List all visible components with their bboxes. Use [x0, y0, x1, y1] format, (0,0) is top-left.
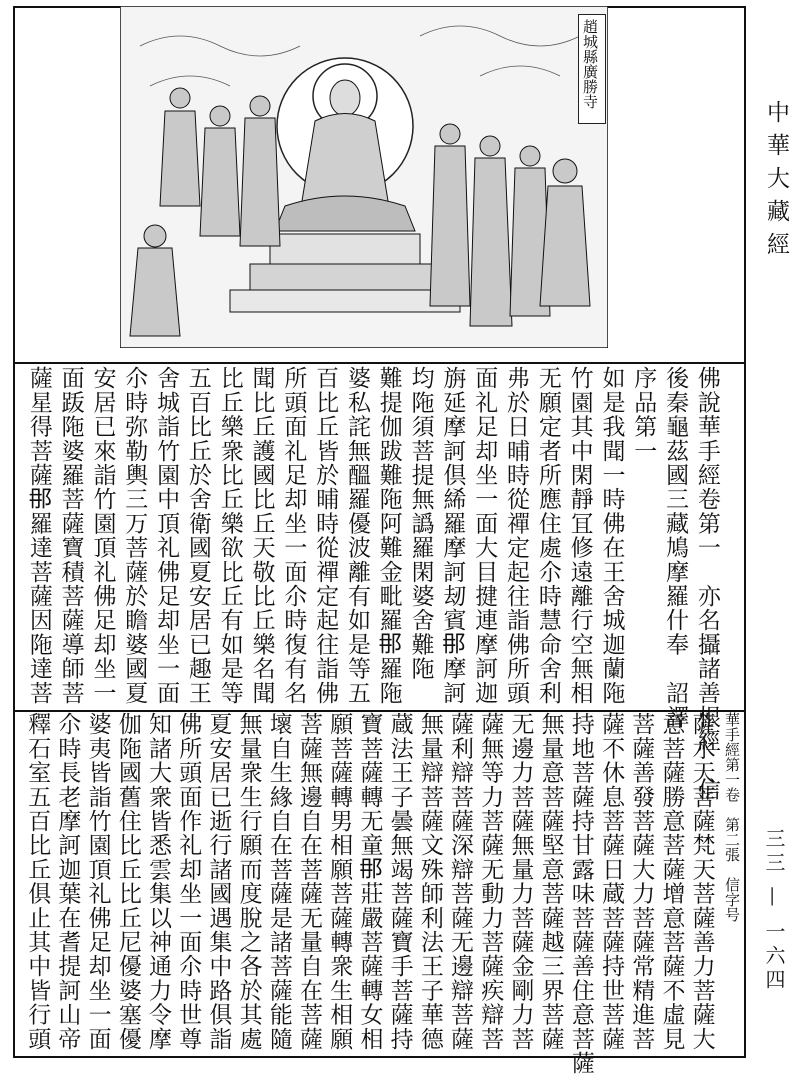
text-column: 婆私詫無醞羅優波離有如是等五: [343, 366, 370, 705]
text-column: 薩無等力菩薩无動力菩薩疾辯菩: [477, 712, 504, 1051]
text-column: 意菩薩勝意菩薩增意菩薩不虛見: [658, 712, 685, 1051]
text-column: 薩不休息菩薩日蔵菩薩持世菩薩: [598, 712, 625, 1051]
text-column: 竹園其中閑靜冝修遠離行空無相: [566, 366, 593, 705]
text-column: 伽陁國舊住比丘比丘尼優婆塞優: [114, 712, 141, 1051]
text-column: 弗於日晡時從禪定起往詣佛所頭: [503, 366, 529, 705]
text-column: 旃延摩訶倶絺羅摩訶刼賓𨙻摩訶: [439, 366, 466, 705]
text-column: 菩薩無邊自在菩薩无量自在菩薩: [296, 712, 323, 1051]
lower-text-block: [22, 712, 717, 1075]
text-column: 後秦龜茲國三藏鳩摩羅什奉 詔譯: [662, 366, 689, 729]
text-column: 菩薩善發菩薩大力菩薩常精進菩: [628, 712, 655, 1051]
text-column: 五百比丘於舍衛國夏安居已趣王: [184, 366, 211, 705]
text-column: 薩星得菩薩𨙻羅達菩薩因陁達菩: [25, 366, 52, 705]
text-column: 无願定者所應住處尒時慧命舍利: [534, 366, 561, 705]
text-column: 無量意菩薩堅意菩薩越三界菩薩: [537, 712, 564, 1051]
text-column: 无邊力菩薩無量力菩薩金剛力菩: [507, 712, 534, 1051]
text-column: 尒時長老摩訶迦葉在耆提訶山帝: [54, 712, 81, 1051]
text-column: 持地菩薩持甘露味菩薩善住意菩薩: [567, 712, 594, 1075]
text-column: 願菩薩轉男相願菩薩轉衆生相願: [326, 712, 353, 1051]
text-column: 寶菩薩轉无童𨙻莊嚴菩薩轉女相: [356, 712, 383, 1051]
text-column: 薩水天菩薩梵天菩薩善力菩薩大: [688, 712, 715, 1051]
buddha-preaching-illustration: [120, 6, 608, 348]
text-column: 無量衆生行願而度脫之各於其處: [235, 712, 262, 1051]
text-column: 釋石室五百比丘俱止其中皆行頭: [24, 712, 51, 1051]
text-column: 比丘樂衆比丘樂欲比丘有如是等: [216, 366, 243, 705]
text-column: 夏安居已逝行諸國遇集中路俱詣: [205, 712, 232, 1051]
text-column: 均陁須菩提無譌羅閑婆舍難陁: [407, 366, 434, 681]
text-column: 佛所頭面作礼却坐一面尒時世尊: [175, 712, 202, 1051]
text-column: 無量辯菩薩文殊師利法王子華德: [416, 712, 443, 1051]
text-column: 所頭面礼足却坐一面尒時復有名: [280, 366, 307, 705]
text-column: 如是我聞一時佛在王舍城迦蘭陁: [598, 366, 625, 705]
text-column: 安居已來詣竹園頂礼佛足却坐一: [89, 366, 116, 705]
margin-note: 華手經第一卷 第二張 信字号: [723, 712, 741, 922]
text-column: 聞比丘護國比丘天敬比丘樂名聞: [248, 366, 275, 705]
cartouche-text: 趙城縣廣勝寺: [581, 19, 599, 109]
text-column: 百比丘皆於晡時從禪定起往詣佛: [312, 366, 339, 705]
text-column: 面礼足却坐一面大目揵連摩訶迦: [471, 366, 498, 705]
text-column: 知諸大衆皆悉雲集以神通力令摩: [145, 712, 172, 1051]
text-column: 蔵法王子曇無竭菩薩寶手菩薩持: [386, 712, 413, 1051]
text-column: 難提伽跋難陁阿難金毗羅𨙻羅陁: [375, 366, 402, 705]
upper-text-block: [22, 366, 722, 802]
text-column: 薩利辯菩薩深辯菩薩无邊辯菩薩: [447, 712, 474, 1051]
illustration-cartouche: [578, 14, 606, 124]
text-column: 尒時弥勒輿三万菩薩於瞻婆國夏: [121, 366, 148, 705]
text-column: 面䟦陁婆羅菩薩寶積菩薩導師菩: [57, 366, 84, 705]
text-column: 舍城詣竹園中頂礼佛足却坐一面: [153, 366, 180, 705]
text-column: 婆夷皆詣竹園頂礼佛足却坐一面: [84, 712, 111, 1051]
text-column: 佛說華手經卷第一 亦名攝諸善根經 信: [693, 366, 720, 802]
text-column: 壞自生緣自在菩薩是諸菩薩能隨: [265, 712, 292, 1051]
divider-upper: [15, 362, 744, 364]
collection-title: 中華大藏經: [763, 100, 789, 265]
page-number: 三三 — 一六四: [762, 828, 786, 993]
text-column: 序品第一: [630, 366, 657, 463]
